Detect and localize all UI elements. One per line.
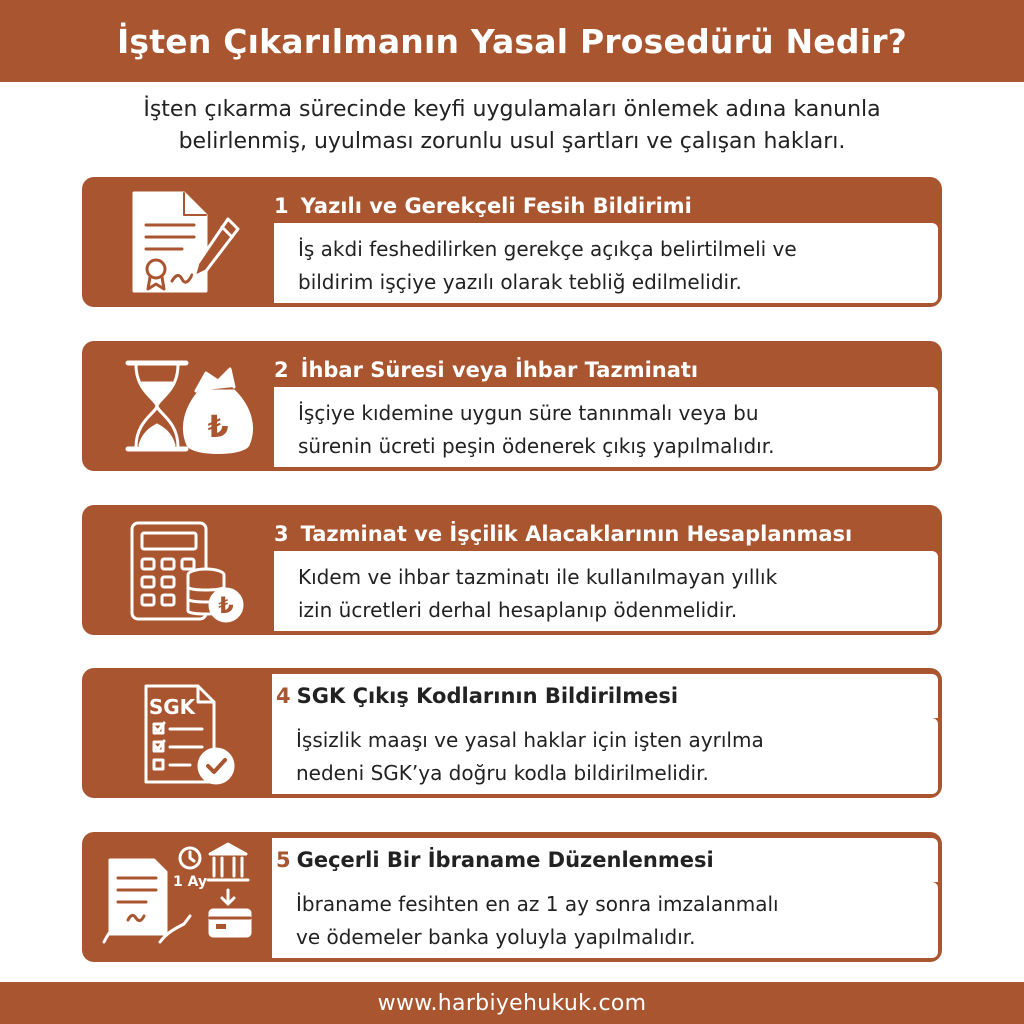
step-2-line-1: İşçiye kıdemine uygun süre tanınmalı veya bu (298, 401, 759, 425)
calculator-coins-icon (110, 515, 260, 625)
step-3-line-2: izin ücretleri derhal hesaplanıp ödenmelidir. (298, 598, 738, 622)
step-number-1: 1 (274, 194, 289, 218)
step-title-2 (274, 349, 938, 391)
release-form-bank-icon (110, 842, 260, 952)
step-body-1 (274, 223, 938, 303)
step-number-5: 5 (276, 848, 291, 872)
step-body-3 (274, 551, 938, 631)
one-month-label-icon: 1 Ay (172, 874, 208, 890)
step-5-line-2: ve ödemeler banka yoluyla yapılmalıdır. (296, 925, 696, 949)
step-title-text-3: Tazminat ve İşçilik Alacaklarının Hesaplanması (300, 522, 853, 546)
step-title-3 (274, 513, 938, 555)
step-4-line-2: nedeni SGK’ya doğru kodla bildirilmelidir. (296, 761, 709, 785)
sgk-label-icon: SGK (148, 695, 196, 719)
step-body-5 (272, 882, 938, 958)
step-title-4 (272, 674, 938, 718)
step-card-2 (82, 341, 942, 471)
step-card-1 (82, 177, 942, 307)
step-2-line-2: sürenin ücreti peşin ödenerek çıkış yapılmalıdır. (298, 434, 775, 458)
step-1-line-2: bildirim işçiye yazılı olarak tebliğ edilmelidir. (298, 270, 742, 294)
step-number-2: 2 (274, 358, 289, 382)
step-1-line-1: İş akdi feshedilirken gerekçe açıkça belirtilmeli ve (298, 237, 797, 261)
step-title-text-2: İhbar Süresi veya İhbar Tazminatı (300, 358, 699, 382)
hourglass-money-bag-icon (110, 351, 260, 461)
intro-line-2: belirlenmiş, uyulması zorunlu usul şartları ve çalışan hakları. (178, 129, 846, 154)
signed-document-icon (110, 187, 260, 297)
step-title-text-4: SGK Çıkış Kodlarının Bildirilmesi (296, 684, 679, 708)
step-3-line-1: Kıdem ve ihbar tazminatı ile kullanılmayan yıllık (298, 565, 778, 589)
step-title-5 (272, 838, 938, 882)
step-card-3 (82, 505, 942, 635)
page-title: İşten Çıkarılmanın Yasal Prosedürü Nedir? (116, 21, 908, 61)
header-banner (0, 0, 1024, 82)
step-title-text-5: Geçerli Bir İbraname Düzenlenmesi (296, 848, 714, 872)
step-card-5 (82, 832, 942, 962)
step-number-3: 3 (274, 522, 289, 546)
step-title-1 (274, 185, 938, 227)
footer-banner (0, 982, 1024, 1024)
lira-symbol-icon: ₺ (207, 410, 229, 445)
website-link[interactable]: www.harbiyehukuk.com (377, 990, 647, 1016)
step-body-4 (272, 718, 938, 794)
step-number-4: 4 (276, 684, 291, 708)
sgk-checklist-icon (110, 678, 260, 788)
intro-text (40, 94, 984, 158)
step-4-line-1: İşsizlik maaşı ve yasal haklar için işten ayrılma (296, 728, 764, 752)
step-5-line-1: İbraname fesihten en az 1 ay sonra imzalanmalı (296, 892, 779, 916)
step-card-4 (82, 668, 942, 798)
lira-coin-icon: ₺ (218, 594, 234, 619)
step-body-2 (274, 387, 938, 467)
intro-line-1: İşten çıkarma sürecinde keyfi uygulamaları önlemek adına kanunla (143, 97, 881, 122)
step-title-text-1: Yazılı ve Gerekçeli Fesih Bildirimi (300, 194, 692, 218)
